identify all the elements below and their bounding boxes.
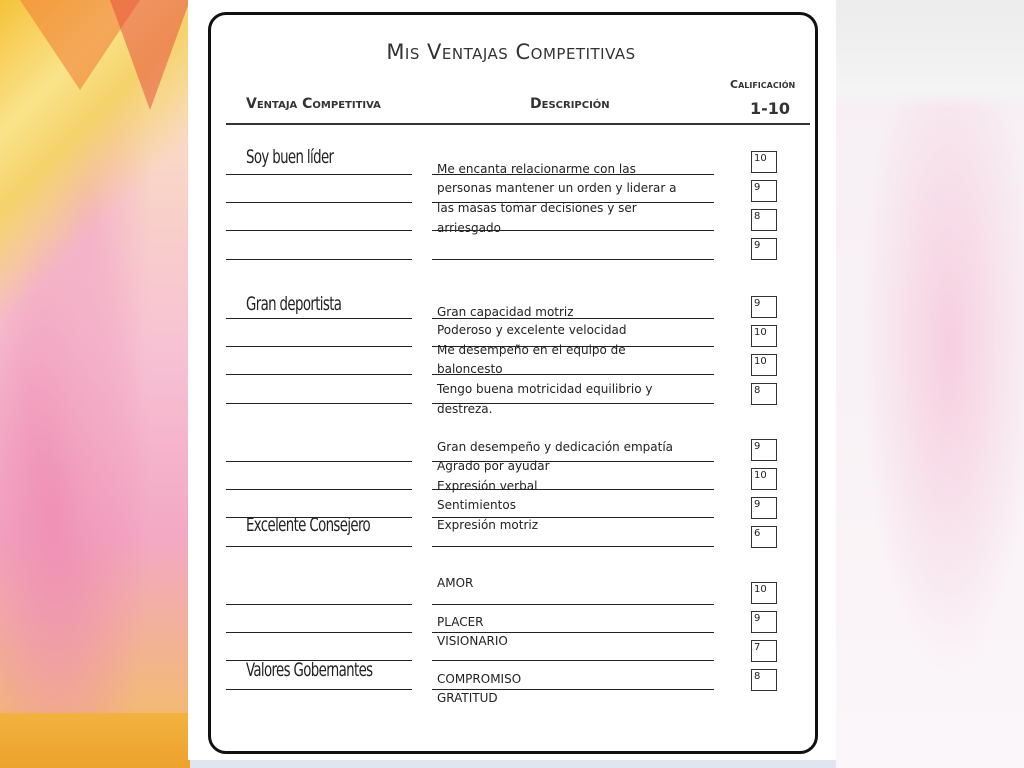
description-rule	[432, 259, 714, 260]
left-rule	[226, 489, 412, 490]
score-box: 10	[751, 582, 777, 604]
score-box: 6	[751, 526, 777, 548]
score-box: 10	[751, 151, 777, 173]
description-text: PLACER	[437, 615, 484, 629]
column-header-descripcion: Descripción	[530, 96, 610, 112]
left-rule	[226, 689, 412, 690]
advantage-label: Soy buen líder	[246, 146, 334, 168]
score-box: 9	[751, 238, 777, 260]
description-text: AMOR	[437, 576, 474, 590]
description-text: Sentimientos	[437, 498, 516, 512]
description-text: Gran desempeño y dedicación empatía	[437, 440, 674, 454]
score-box: 8	[751, 383, 777, 405]
column-header-rango: 1-10	[750, 99, 791, 118]
score-box: 9	[751, 497, 777, 519]
left-rule	[226, 403, 412, 404]
description-text: GRATITUD	[437, 691, 498, 705]
decorative-shape	[110, 0, 190, 110]
document-title: Mis Ventajas Competitivas	[386, 40, 636, 64]
description-rule	[432, 632, 714, 633]
left-rule	[226, 546, 412, 547]
column-header-ventaja: Ventaja Competitiva	[246, 96, 381, 112]
description-text: Expresión verbal	[437, 479, 538, 493]
advantage-label: Excelente Consejero	[246, 514, 371, 536]
score-box: 10	[751, 468, 777, 490]
left-rule	[226, 174, 412, 175]
left-rule	[226, 604, 412, 605]
description-text: Gran capacidad motriz	[437, 305, 574, 319]
score-box: 7	[751, 640, 777, 662]
score-box: 9	[751, 611, 777, 633]
score-box: 8	[751, 669, 777, 691]
left-rule	[226, 461, 412, 462]
background-bottom-strip	[190, 760, 836, 768]
description-text: baloncesto	[437, 362, 503, 376]
score-box: 9	[751, 296, 777, 318]
description-rule	[432, 604, 714, 605]
description-rule	[432, 546, 714, 547]
description-text: arriesgado	[437, 221, 501, 235]
left-rule	[226, 230, 412, 231]
description-text: Tengo buena motricidad equilibrio y	[437, 382, 653, 396]
score-box: 9	[751, 439, 777, 461]
description-text: las masas tomar decisiones y ser	[437, 201, 637, 215]
description-rule	[432, 660, 714, 661]
description-text: personas mantener un orden y liderar a	[437, 181, 677, 195]
left-rule	[226, 259, 412, 260]
description-text: Agrado por ayudar	[437, 459, 550, 473]
left-rule	[226, 202, 412, 203]
description-rule	[432, 689, 714, 690]
description-text: Poderoso y excelente velocidad	[437, 323, 627, 337]
left-rule	[226, 374, 412, 375]
left-rule	[226, 632, 412, 633]
advantage-label: Gran deportista	[246, 293, 342, 315]
description-text: Expresión motriz	[437, 518, 539, 532]
advantage-label: Valores Gobernantes	[246, 659, 373, 681]
score-box: 8	[751, 209, 777, 231]
decorative-band	[0, 713, 190, 768]
left-rule	[226, 318, 412, 319]
description-text: Me desempeño en el equipo de	[437, 343, 626, 357]
score-box: 9	[751, 180, 777, 202]
description-text: VISIONARIO	[437, 634, 508, 648]
background-decoration-right	[836, 0, 1024, 768]
score-box: 10	[751, 354, 777, 376]
left-rule	[226, 346, 412, 347]
description-text: COMPROMISO	[437, 672, 522, 686]
header-rule	[226, 123, 810, 125]
description-text: destreza.	[437, 402, 493, 416]
description-text: Me encanta relacionarme con las	[437, 162, 636, 176]
background-decoration-left	[0, 0, 190, 768]
column-header-calificacion: Calificación	[730, 78, 796, 91]
score-box: 10	[751, 325, 777, 347]
